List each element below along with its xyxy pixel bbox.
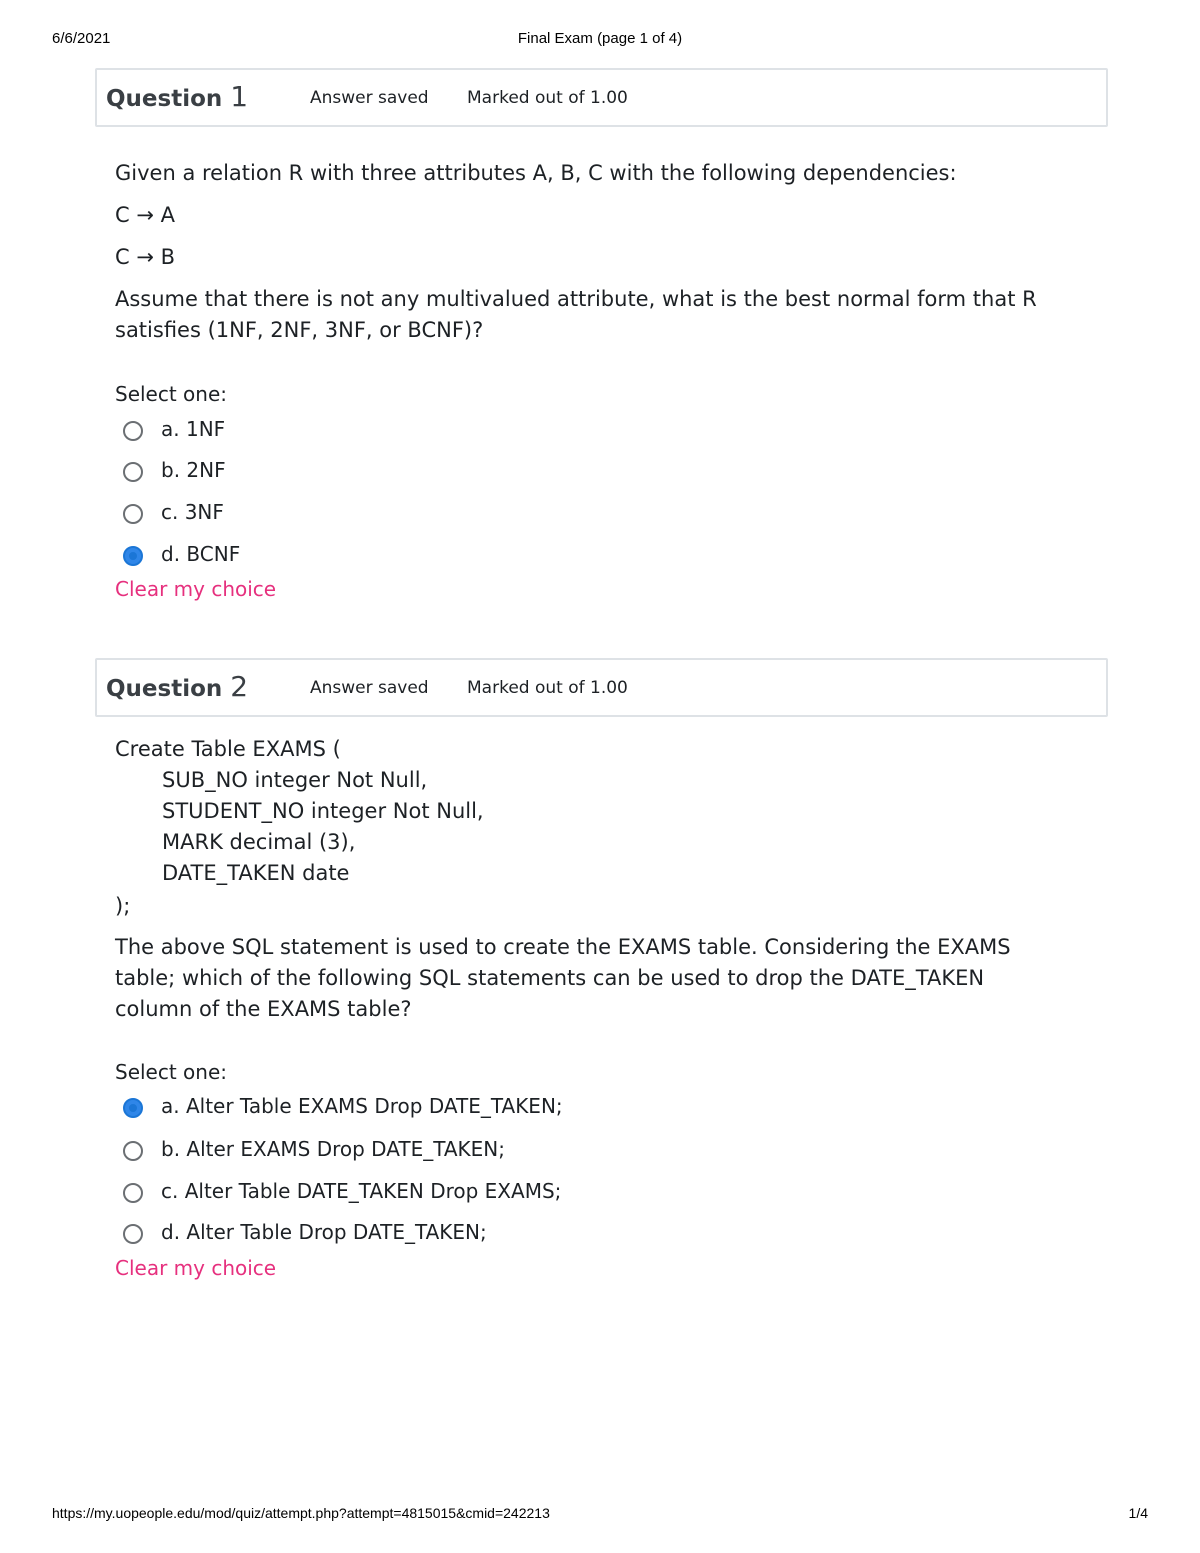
radio-checked-icon[interactable] — [123, 546, 143, 566]
question-state: Answer saved — [310, 88, 429, 108]
option-label: b. Alter EXAMS Drop DATE_TAKEN; — [161, 1137, 506, 1161]
print-title: Final Exam (page 1 of 4) — [517, 30, 683, 47]
radio-unchecked-icon[interactable] — [123, 1224, 143, 1244]
question-2-stem: The above SQL statement is used to create the EXAMS table. Considering the EXAMS table; which of the following SQL statements can be used to drop the DATE_TAKEN column of the EXAMS table? — [115, 935, 1011, 1021]
question-state: Answer saved — [310, 678, 429, 698]
question-number: 2 — [230, 670, 249, 703]
radio-unchecked-icon[interactable] — [123, 421, 143, 441]
option-label: b. 2NF — [161, 458, 226, 482]
question-2-heading — [106, 670, 248, 703]
select-one-prompt: Select one: — [115, 382, 228, 406]
print-date: 6/6/2021 — [52, 30, 111, 47]
radio-checked-icon[interactable] — [123, 1098, 143, 1118]
radio-unchecked-icon[interactable] — [123, 462, 143, 482]
sql-line: Create Table EXAMS ( — [115, 737, 341, 761]
sql-line: ); — [115, 894, 131, 918]
question-2-info — [95, 658, 1108, 717]
sql-line: SUB_NO integer Not Null, — [162, 768, 428, 792]
question-grade: Marked out of 1.00 — [467, 88, 628, 108]
radio-unchecked-icon[interactable] — [123, 1183, 143, 1203]
page-url: https://my.uopeople.edu/mod/quiz/attempt.php?attempt=4815015&cmid=242213 — [52, 1505, 550, 1521]
page-count: 1/4 — [1128, 1505, 1148, 1521]
radio-unchecked-icon[interactable] — [123, 504, 143, 524]
question-label: Question — [106, 676, 223, 702]
select-one-prompt: Select one: — [115, 1060, 228, 1084]
option-label: d. Alter Table Drop DATE_TAKEN; — [161, 1220, 487, 1244]
radio-unchecked-icon[interactable] — [123, 1141, 143, 1161]
sql-line: STUDENT_NO integer Not Null, — [162, 799, 484, 823]
question-1-stem: Assume that there is not any multivalued attribute, what is the best normal form that R satisfies (1NF, 2NF, 3NF, or BCNF)? — [115, 287, 1037, 342]
clear-my-choice-link[interactable]: Clear my choice — [115, 1256, 277, 1280]
sql-line: DATE_TAKEN date — [162, 861, 350, 885]
option-label: c. Alter Table DATE_TAKEN Drop EXAMS; — [161, 1179, 562, 1203]
option-label: a. 1NF — [161, 417, 226, 441]
question-1-heading — [106, 80, 248, 113]
question-1-text: Given a relation R with three attributes A, B, C with the following dependencies: — [115, 161, 957, 185]
option-label: d. BCNF — [161, 542, 241, 566]
option-label: a. Alter Table EXAMS Drop DATE_TAKEN; — [161, 1094, 563, 1118]
question-1-info — [95, 68, 1108, 127]
sql-line: MARK decimal (3), — [162, 830, 356, 854]
print-header — [0, 30, 1200, 50]
print-footer — [0, 1505, 1200, 1525]
question-grade: Marked out of 1.00 — [467, 678, 628, 698]
question-number: 1 — [230, 80, 249, 113]
clear-my-choice-link[interactable]: Clear my choice — [115, 577, 277, 601]
option-label: c. 3NF — [161, 500, 224, 524]
dependency-1: C → A — [115, 203, 175, 227]
question-label: Question — [106, 86, 223, 112]
dependency-2: C → B — [115, 245, 176, 269]
